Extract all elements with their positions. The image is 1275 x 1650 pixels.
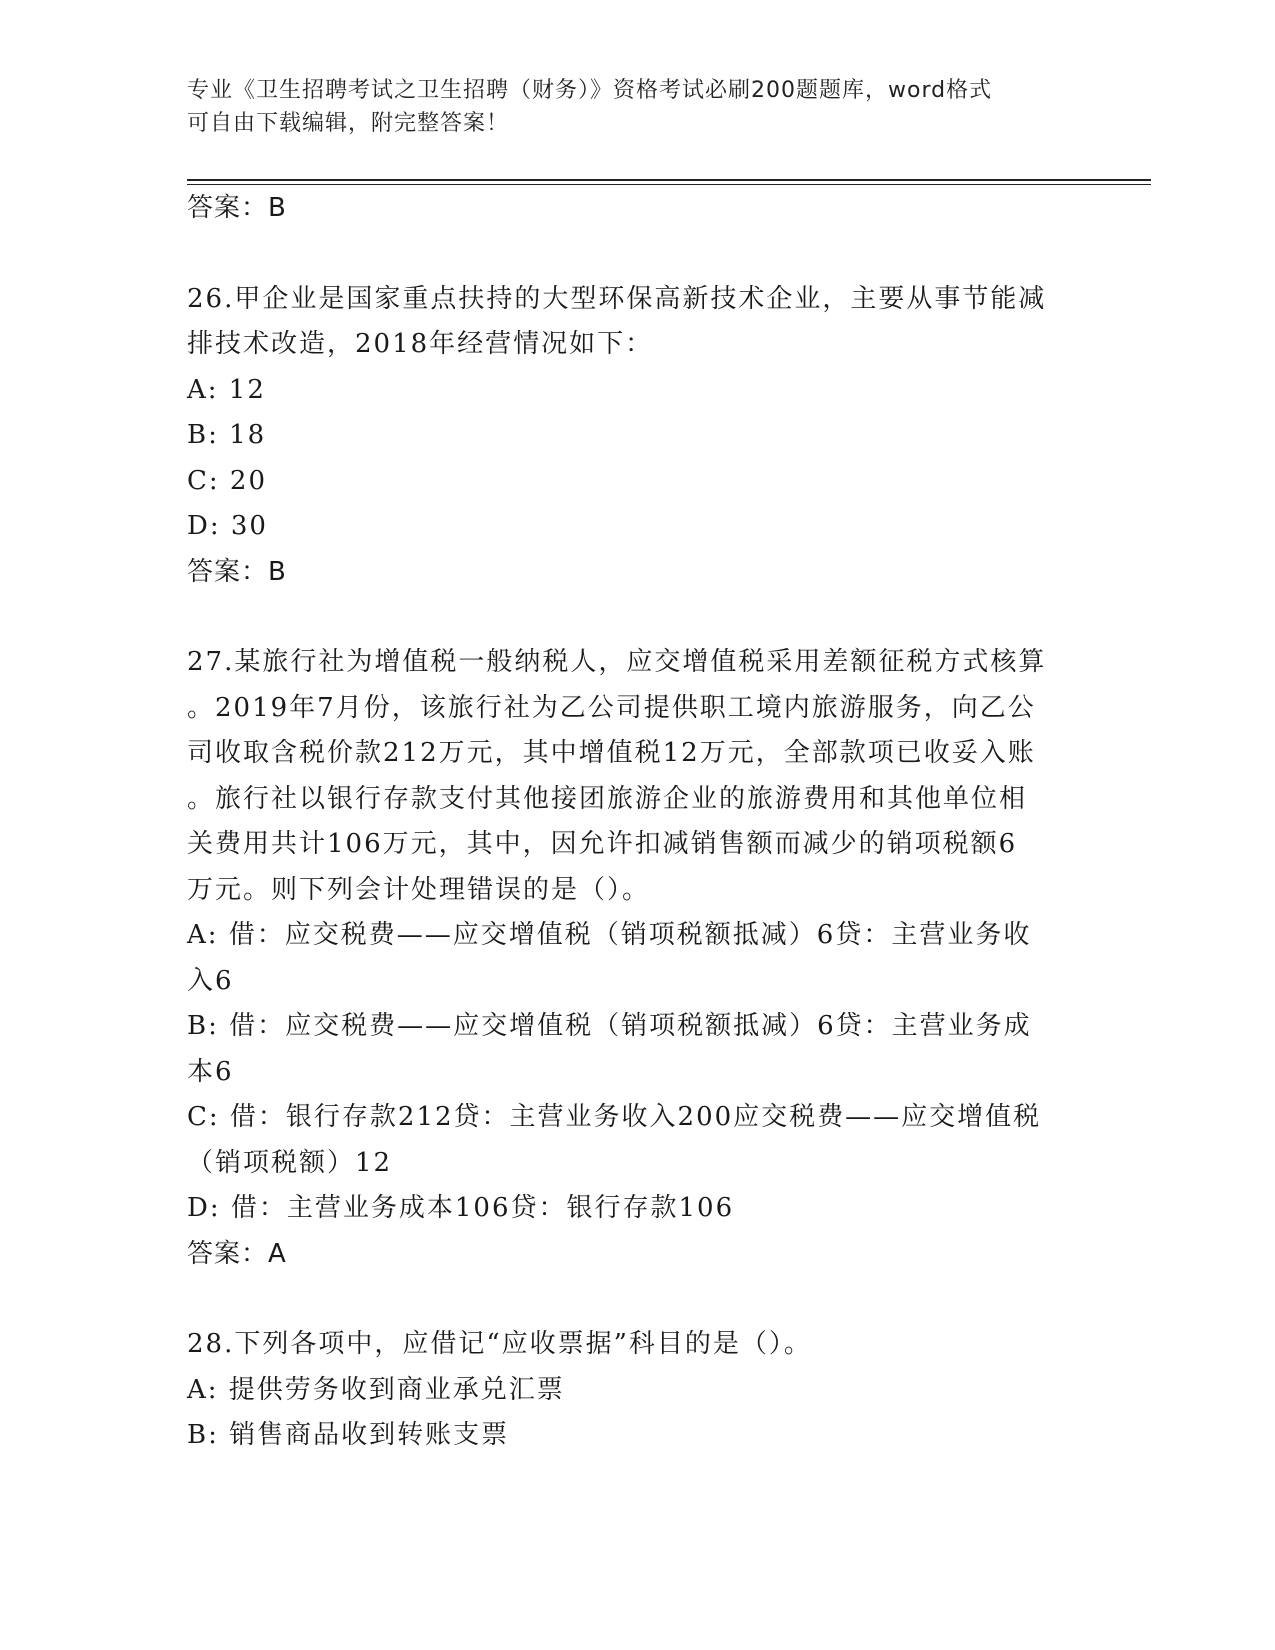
header-rule-thin <box>187 184 1151 185</box>
answer-line: 答案：A <box>187 1238 287 1269</box>
question-stem-line: 司收取含税价款212万元，其中增值税12万元，全部款项已收妥入账 <box>187 738 1036 768</box>
question-stem-line: 排技术改造，2018年经营情况如下： <box>187 329 654 359</box>
header-line-1: 专业《卫生招聘考试之卫生招聘（财务）》资格考试必刷200题题库，word格式 <box>187 78 993 103</box>
header-line-2: 可自由下载编辑，附完整答案！ <box>187 111 510 136</box>
option-a-continued: 入6 <box>187 965 234 996</box>
option-c: C: 20 <box>187 465 268 496</box>
option-b: B: 借：应交税费——应交增值税（销项税额抵减）6贷：主营业务成 <box>187 1011 1032 1041</box>
question-stem-line: 26.甲企业是国家重点扶持的大型环保高新技术企业，主要从事节能减 <box>187 283 1047 314</box>
option-a: A: 提供劳务收到商业承兑汇票 <box>187 1374 565 1405</box>
question-stem-line: 。旅行社以银行存款支付其他接团旅游企业的旅游费用和其他单位相 <box>187 783 1028 814</box>
header-rule-thick <box>187 179 1151 181</box>
option-c-continued: （销项税额）12 <box>187 1147 393 1178</box>
document-body <box>187 186 1087 1459</box>
option-d: D: 借：主营业务成本106贷：银行存款106 <box>187 1193 735 1223</box>
question-27 <box>187 640 1087 1277</box>
option-b: B: 18 <box>187 420 267 450</box>
question-26 <box>187 277 1087 596</box>
question-stem-line: 。2019年7月份，该旅行社为乙公司提供职工境内旅游服务，向乙公 <box>187 692 1036 723</box>
page-header <box>187 74 1087 140</box>
question-stem-line: 万元。则下列会计处理错误的是（）。 <box>187 874 651 905</box>
option-b: B: 销售商品收到转账支票 <box>187 1420 510 1450</box>
answer-line: 答案：B <box>187 556 287 587</box>
question-stem-line: 27.某旅行社为增值税一般纳税人，应交增值税采用差额征税方式核算 <box>187 647 1047 677</box>
question-28 <box>187 1322 1087 1459</box>
option-b-continued: 本6 <box>187 1056 234 1087</box>
option-c: C: 借：银行存款212贷：主营业务收入200应交税费——应交增值税 <box>187 1102 1042 1132</box>
question-stem-line: 关费用共计106万元，其中，因允许扣减销售额而减少的销项税额6 <box>187 829 1018 859</box>
option-a: A: 12 <box>187 374 266 405</box>
option-d: D: 30 <box>187 511 268 541</box>
option-a: A: 借：应交税费——应交增值税（销项税额抵减）6贷：主营业务收 <box>187 920 1032 950</box>
question-stem-line: 28.下列各项中，应借记“应收票据”科目的是（）。 <box>187 1329 812 1359</box>
answer-line: 答案：B <box>187 193 287 223</box>
